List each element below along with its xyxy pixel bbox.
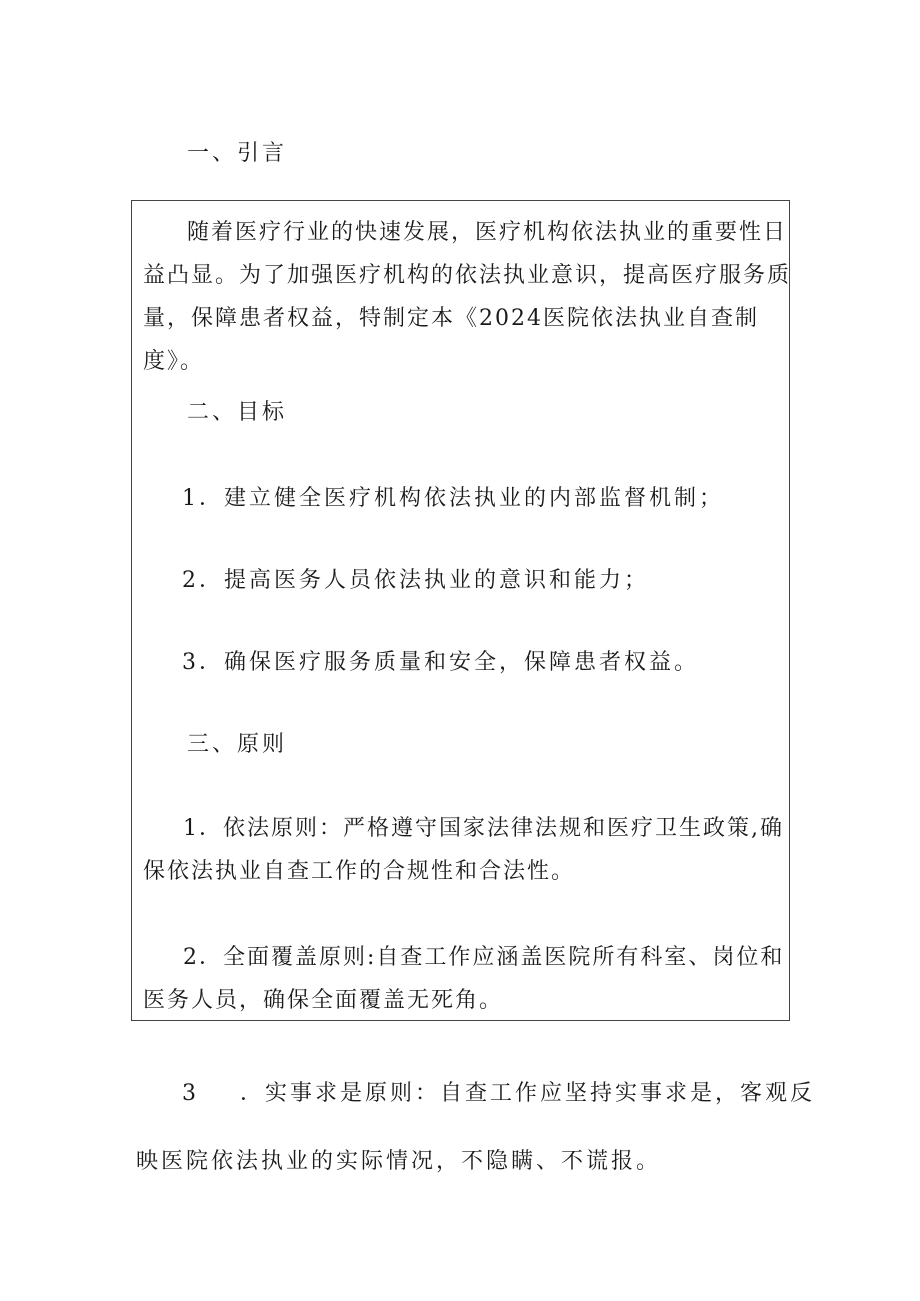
principle-item-2: 2．全面覆盖原则:自查工作应涵盖医院所有科室、岗位和医务人员，确保全面覆盖无死角。: [143, 945, 785, 1013]
principle-3-line-1: ．实事求是原则：自查工作应坚持实事求是，客观反: [240, 1081, 816, 1106]
goals-heading: 二、目标: [187, 400, 288, 425]
goal-item-2: 2．提高医务人员依法执业的意识和能力；: [182, 568, 649, 593]
principle-item-1: 1．依法原则：严格遵守国家法律法规和医疗卫生政策,确保依法执业自查工作的合规性和合法性。: [143, 816, 784, 884]
principle-3-number: 3: [182, 1081, 199, 1106]
intro-paragraph: 随着医疗行业的快速发展，医疗机构依法执业的重要性日益凸显。为了加强医疗机构的依法执业意识，提高医疗服务质量，保障患者权益，特制定本《2024医院依法执业自查制度》。: [143, 220, 792, 374]
goal-item-1: 1．建立健全医疗机构依法执业的内部监督机制；: [182, 486, 724, 511]
goal-item-3: 3．确保医疗服务质量和安全，保障患者权益。: [182, 650, 699, 675]
principles-heading: 三、原则: [187, 732, 288, 757]
intro-heading: 一、引言: [187, 141, 288, 166]
principle-3-line-2: 映医院依法执业的实际情况，不隐瞒、不谎报。: [136, 1149, 662, 1174]
